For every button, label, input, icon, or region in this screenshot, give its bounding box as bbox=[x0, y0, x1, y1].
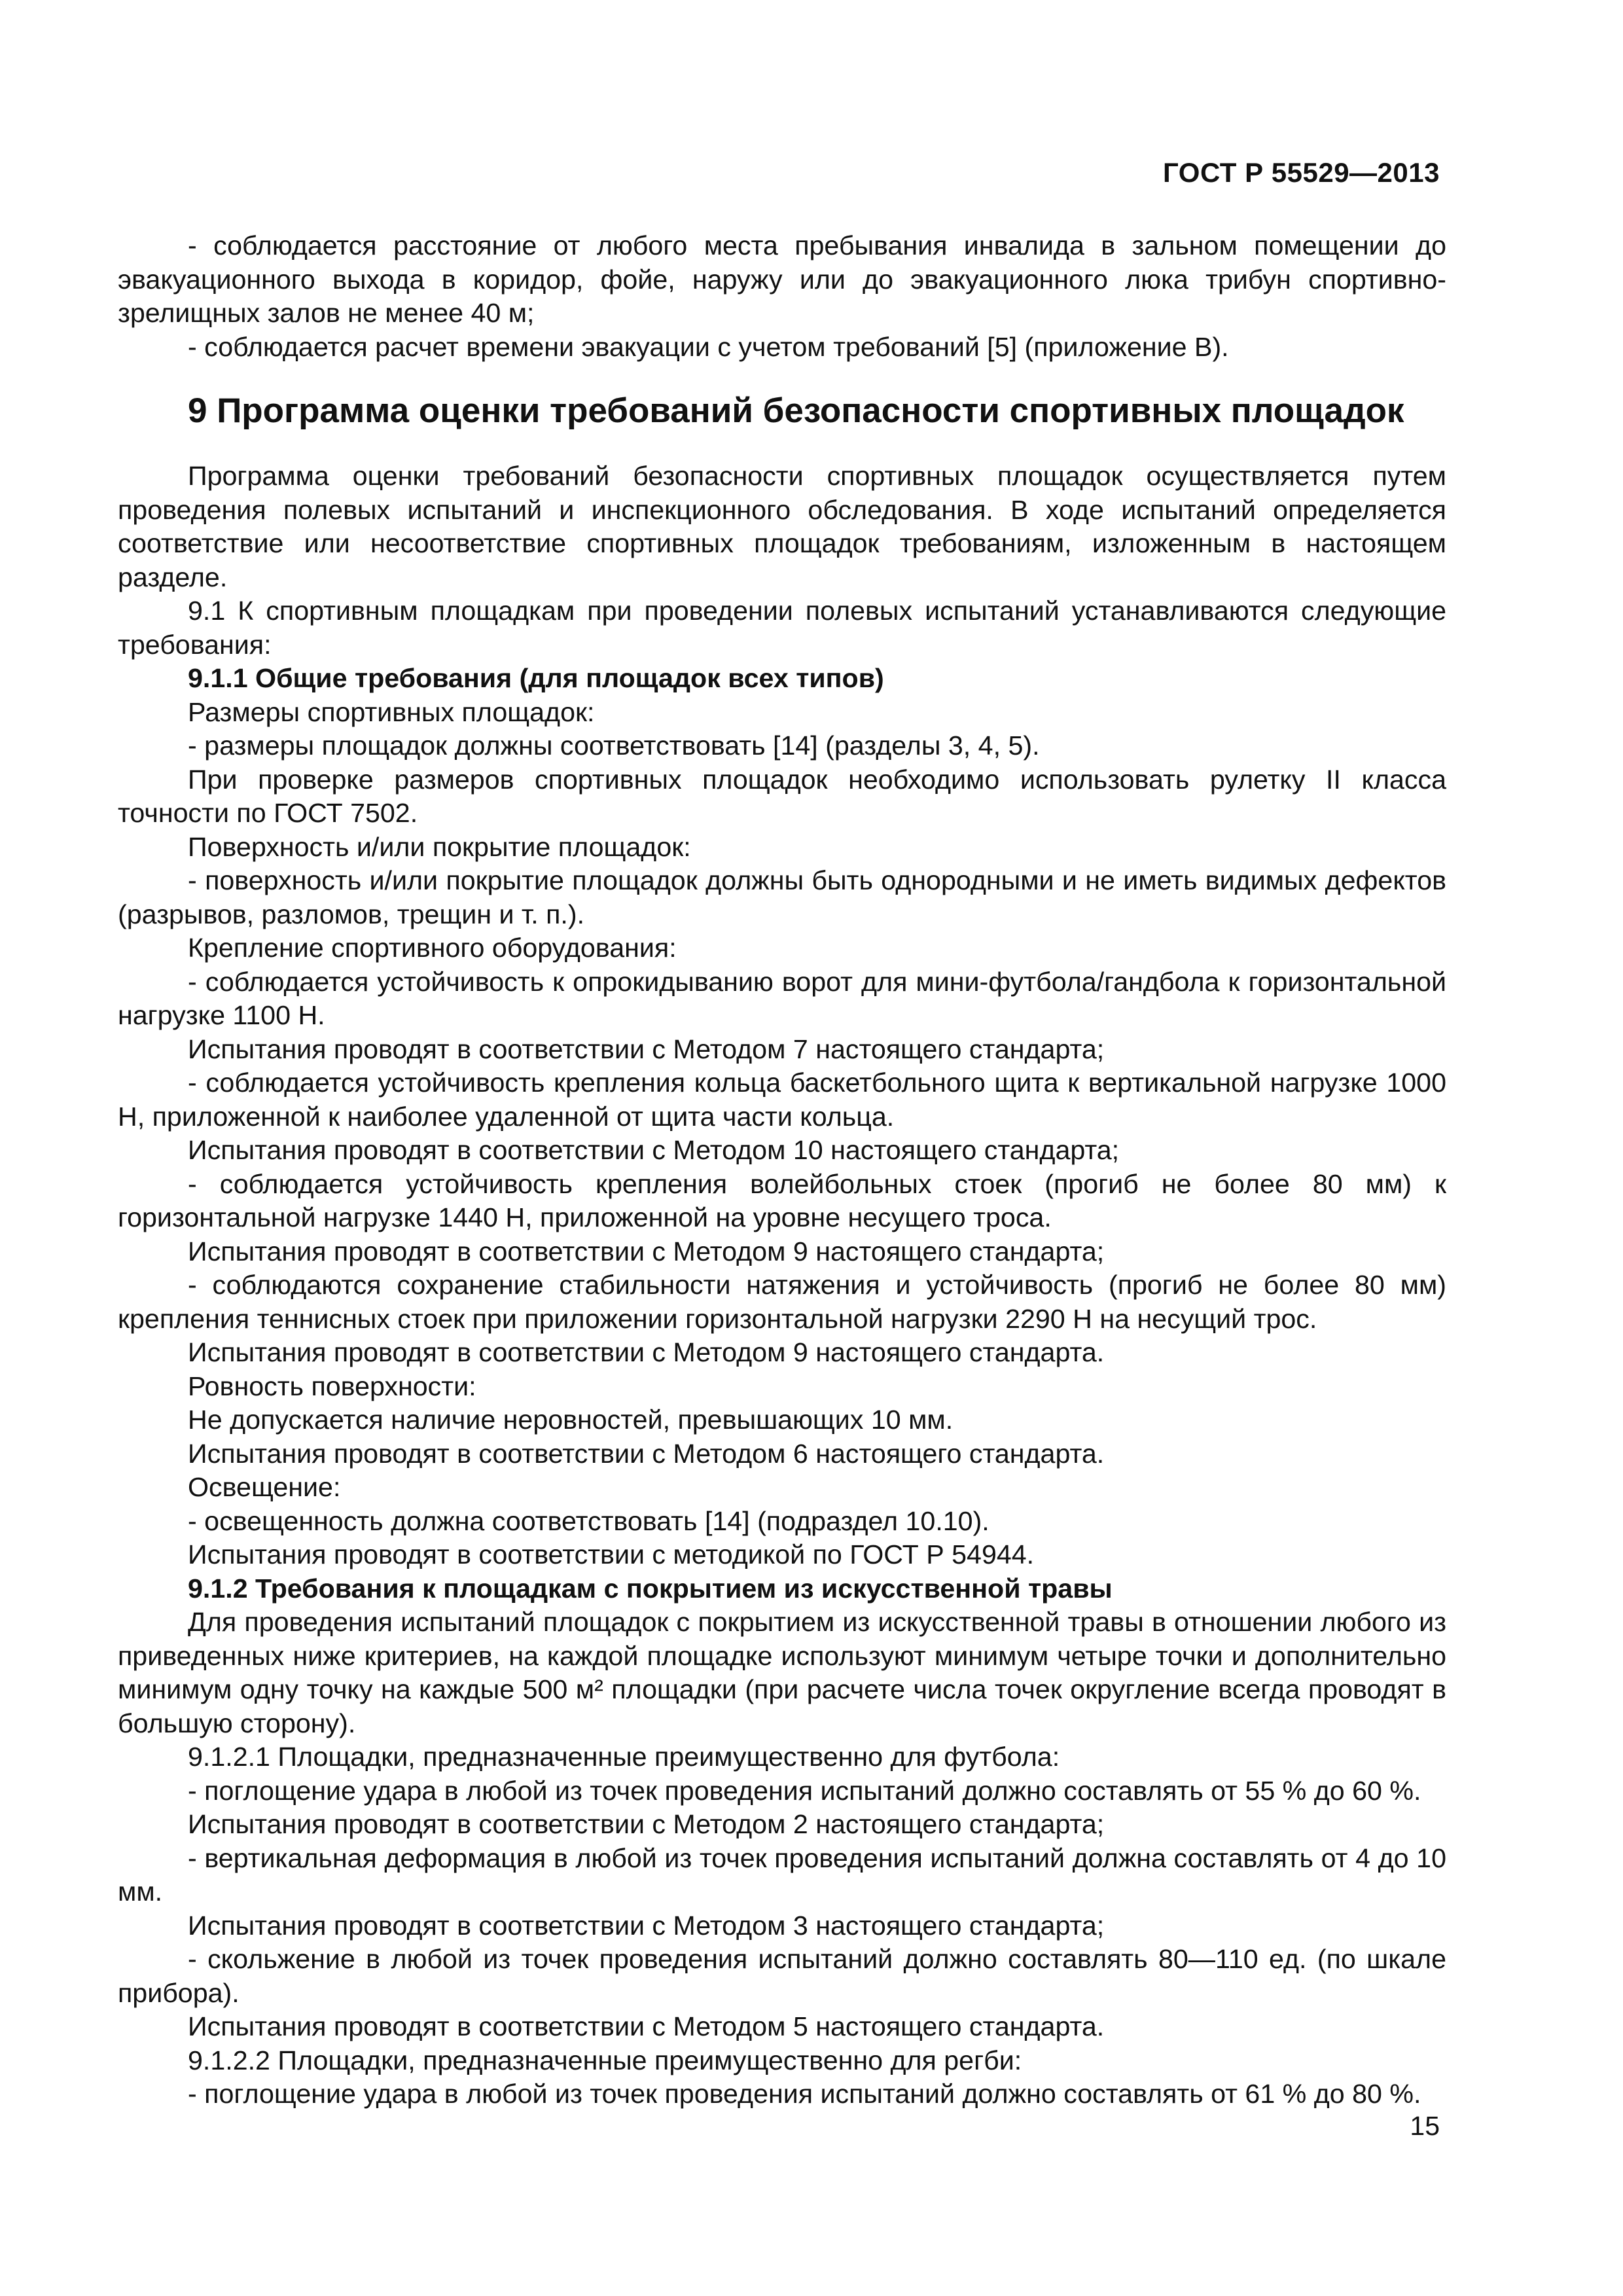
paragraph: - соблюдается устойчивость крепления кольца баскетбольного щита к вертикальной нагрузке 1000 Н, приложенной к наиболее удаленной от щита части кольца. bbox=[118, 1067, 1446, 1132]
document-id-header: ГОСТ Р 55529—2013 bbox=[1163, 157, 1440, 188]
paragraph: - соблюдается устойчивость к опрокидыванию ворот для мини-футбола/гандбола к горизонтальной нагрузке 1100 Н. bbox=[118, 966, 1446, 1030]
paragraph: Испытания проводят в соответствии с Методом 9 настоящего стандарта. bbox=[188, 1337, 1105, 1367]
document-body bbox=[118, 229, 1446, 2111]
paragraph: Крепление спортивного оборудования: bbox=[188, 933, 677, 963]
paragraph: - соблюдается расчет времени эвакуации с учетом требований [5] (приложение В). bbox=[188, 331, 1229, 362]
section-title: 9 Программа оценки требований безопасности спортивных площадок bbox=[188, 391, 1404, 430]
paragraph: Освещение: bbox=[188, 1472, 341, 1502]
paragraph: При проверке размеров спортивных площадок необходимо использовать рулетку II класса точности по ГОСТ 7502. bbox=[118, 764, 1446, 828]
paragraph: - соблюдается устойчивость крепления волейбольных стоек (прогиб не более 80 мм) к горизонтальной нагрузке 1440 Н, приложенной на уровне несущего троса. bbox=[118, 1168, 1446, 1232]
paragraph: - скольжение в любой из точек проведения испытаний должно составлять 80—110 ед. (по шкале прибора). bbox=[118, 1944, 1446, 2008]
paragraph: Испытания проводят в соответствии с Методом 10 настоящего стандарта; bbox=[188, 1135, 1120, 1165]
paragraph: Поверхность и/или покрытие площадок: bbox=[188, 831, 691, 862]
paragraph: - поглощение удара в любой из точек проведения испытаний должно составлять от 61 % до 80 %. bbox=[188, 2079, 1421, 2109]
paragraph: Испытания проводят в соответствии с Методом 9 настоящего стандарта; bbox=[188, 1236, 1105, 1266]
paragraph: - поверхность и/или покрытие площадок должны быть однородными и не иметь видимых дефектов (разрывов, разломов, трещин и т. п.). bbox=[118, 865, 1446, 929]
subsection-heading: 9.1.1 Общие требования (для площадок всех типов) bbox=[188, 663, 884, 693]
subsection-heading: 9.1.2 Требования к площадкам с покрытием из искусственной травы bbox=[188, 1573, 1113, 1604]
paragraph: 9.1.2.1 Площадки, предназначенные преимущественно для футбола: bbox=[188, 1742, 1060, 1772]
paragraph: Испытания проводят в соответствии с Методом 5 настоящего стандарта. bbox=[188, 2011, 1105, 2041]
paragraph: - соблюдаются сохранение стабильности натяжения и устойчивость (прогиб не более 80 мм) крепления теннисных стоек при приложении горизонтальной нагрузки 2290 Н на несущий трос. bbox=[118, 1270, 1446, 1334]
paragraph: Испытания проводят в соответствии с Методом 7 настоящего стандарта; bbox=[188, 1033, 1105, 1064]
paragraph: - освещенность должна соответствовать [14] (подраздел 10.10). bbox=[188, 1505, 990, 1536]
paragraph: 9.1 К спортивным площадкам при проведении полевых испытаний устанавливаются следующие требования: bbox=[118, 596, 1446, 660]
paragraph: Испытания проводят в соответствии с методикой по ГОСТ Р 54944. bbox=[188, 1539, 1035, 1570]
page-number: 15 bbox=[1410, 2111, 1440, 2141]
paragraph: - поглощение удара в любой из точек проведения испытаний должно составлять от 55 % до 60 %. bbox=[188, 1775, 1421, 1806]
paragraph: - размеры площадок должны соответствовать [14] (разделы 3, 4, 5). bbox=[188, 730, 1040, 761]
paragraph: - соблюдается расстояние от любого места пребывания инвалида в зальном помещении до эвакуационного выхода в коридор, фойе, наружу или до эвакуационного люка трибун спортивно-зрелищных залов не менее 40 м; bbox=[118, 230, 1446, 328]
paragraph: - вертикальная деформация в любой из точек проведения испытаний должна составлять от 4 до 10 мм. bbox=[118, 1842, 1446, 1907]
paragraph: Для проведения испытаний площадок с покрытием из искусственной травы в отношении любого из приведенных ниже критериев, на каждой площадке используют минимум четыре точки и дополнительно минимум одну точку на каждые 500 м² площадки (при расчете числа точек округление всегда проводят в большую сторону). bbox=[118, 1607, 1446, 1738]
paragraph: Испытания проводят в соответствии с Методом 2 настоящего стандарта; bbox=[188, 1809, 1105, 1839]
paragraph: Размеры спортивных площадок: bbox=[188, 696, 595, 727]
paragraph: Не допускается наличие неровностей, превышающих 10 мм. bbox=[188, 1405, 954, 1435]
paragraph: Ровность поверхности: bbox=[188, 1371, 476, 1401]
paragraph: Испытания проводят в соответствии с Методом 3 настоящего стандарта; bbox=[188, 1910, 1105, 1941]
paragraph: Программа оценки требований безопасности спортивных площадок осуществляется путем проведения полевых испытаний и инспекционного обследования. В ходе испытаний определяется соответствие или несоответствие спортивных площадок требованиям, изложенным в настоящем разделе. bbox=[118, 461, 1446, 592]
paragraph: Испытания проводят в соответствии с Методом 6 настоящего стандарта. bbox=[188, 1438, 1105, 1469]
paragraph: 9.1.2.2 Площадки, предназначенные преимущественно для регби: bbox=[188, 2045, 1022, 2075]
